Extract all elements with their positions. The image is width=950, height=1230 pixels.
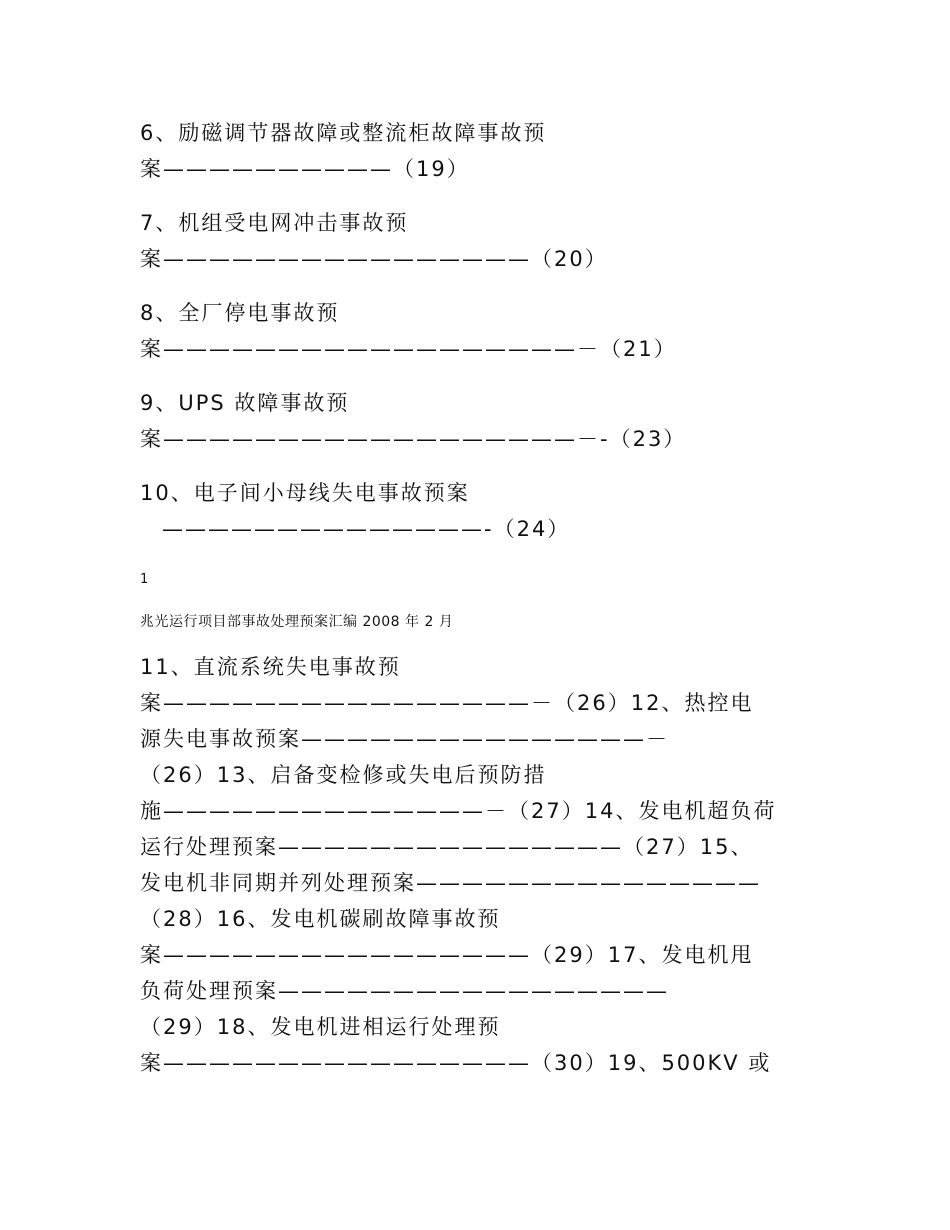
- toc-flow-line: （26）13、启备变检修或失电后预防措: [140, 763, 547, 787]
- toc-flow-line: 源失电事故预案———————————————－: [140, 727, 669, 751]
- toc-entry-7: [140, 205, 820, 277]
- document-page: [140, 115, 820, 1081]
- toc-flow-line: （28）16、发电机碳刷故障事故预: [140, 907, 501, 931]
- toc-entry-title: 6、励磁调节器故障或整流柜故障事故预: [140, 121, 547, 145]
- toc-flow-text: [140, 649, 820, 1081]
- running-header: 兆光运行项目部事故处理预案汇编 2008 年 2 月: [140, 614, 454, 630]
- toc-entry-title: 9、UPS 故障事故预: [140, 391, 350, 415]
- toc-flow-line: 11、直流系统失电事故预: [140, 655, 401, 679]
- toc-entry-leader: 案——————————（19）: [140, 157, 470, 181]
- toc-flow-line: 施——————————————－（27）14、发电机超负荷: [140, 799, 777, 823]
- toc-entry-leader: 案——————————————————－（21）: [140, 337, 677, 361]
- toc-entry-8: [140, 295, 820, 367]
- toc-flow-line: 案————————————————（29）17、发电机甩: [140, 943, 754, 967]
- toc-entry-leader: ——————————————-（24）: [162, 517, 571, 541]
- page-number: 1: [140, 572, 149, 587]
- toc-flow-line: （29）18、发电机进相运行处理预: [140, 1015, 501, 1039]
- toc-entry-9: [140, 385, 820, 457]
- toc-entry-10: [140, 475, 820, 547]
- toc-entry-leader: 案——————————————————－-（23）: [140, 427, 687, 451]
- toc-entry-6: [140, 115, 820, 187]
- toc-entry-title: 7、机组受电网冲击事故预: [140, 211, 409, 235]
- toc-flow-line: 案————————————————（30）19、500KV 或: [140, 1051, 772, 1075]
- toc-entry-title: 10、电子间小母线失电事故预案: [140, 481, 470, 505]
- toc-entry-leader: 案————————————————（20）: [140, 247, 608, 271]
- toc-entry-title: 8、全厂停电事故预: [140, 301, 340, 325]
- toc-flow-line: 发电机非同期并列处理预案———————————————: [140, 871, 761, 895]
- toc-flow-line: 案————————————————－（26）12、热控电: [140, 691, 754, 715]
- toc-flow-line: 运行处理预案———————————————（27）15、: [140, 835, 754, 859]
- toc-flow-line: 负荷处理预案—————————————————: [140, 979, 669, 1003]
